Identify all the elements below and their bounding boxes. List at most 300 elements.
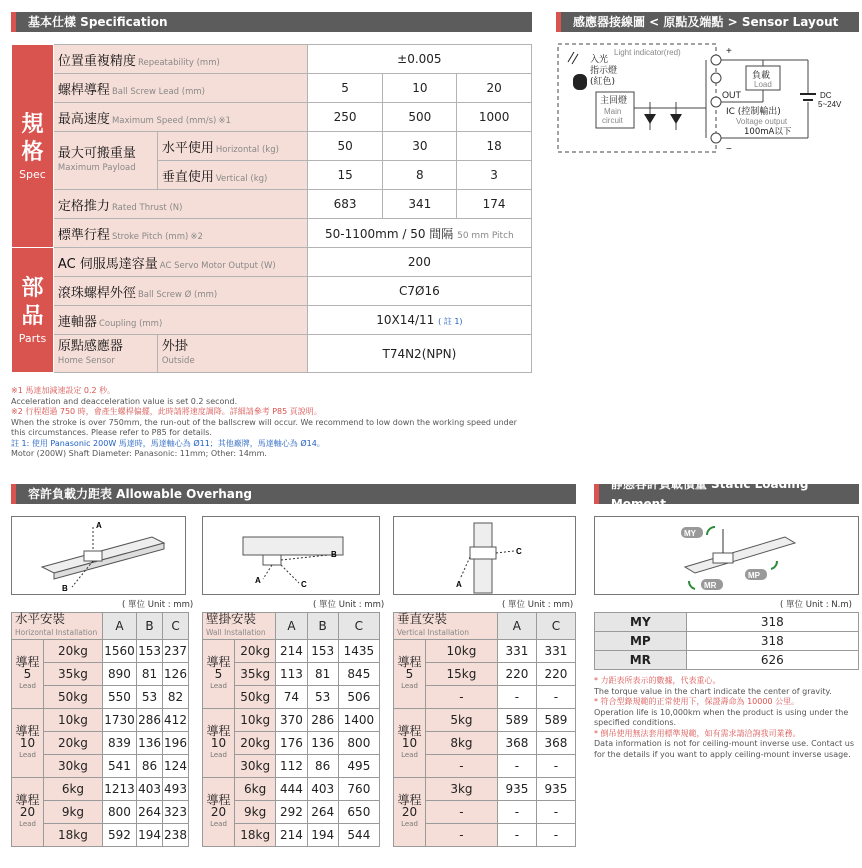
value-cell: - <box>497 686 536 709</box>
overhang-header-row <box>394 613 576 640</box>
ic-label: IC (控制輸出) <box>726 107 781 117</box>
spec-category <box>12 45 54 248</box>
moment-row <box>595 632 859 651</box>
note-line: Operation life is 10,000km when the product is using under the specified conditions. <box>594 707 849 727</box>
unit-label: ( 單位 Unit : mm) <box>313 600 385 610</box>
note-line: Data information is not for ceiling-mount inverse use. Contact us for the details if you want to apply ceiling-mount inverse usage. <box>594 739 855 759</box>
overhang-header-row <box>12 613 189 640</box>
lead-zh: 導程 <box>15 724 40 738</box>
payload-v-value: 3 <box>457 161 532 190</box>
lead-group-label <box>394 640 426 709</box>
parts-category-char: 品 <box>21 304 44 329</box>
moment-value: 626 <box>686 651 858 670</box>
label-zh: 連軸器 <box>57 314 97 330</box>
load-en: Load <box>754 80 772 89</box>
out-label: OUT <box>722 90 741 100</box>
value-cell: 1560 <box>102 640 136 663</box>
thrust-label <box>53 190 307 219</box>
value-cell: 403 <box>137 778 163 801</box>
note-line: * 力距表所表示的數據，代表重心。 <box>594 676 721 685</box>
lead-no: 10 <box>401 736 418 750</box>
lead-no: 20 <box>210 805 227 819</box>
slider-block <box>84 551 102 561</box>
label-en: Home Sensor <box>57 355 115 366</box>
dim-a-label: A <box>255 576 261 585</box>
voltage-range-label: 5~24V <box>818 100 842 109</box>
lead-zh: 導程 <box>397 724 422 738</box>
payload-vertical-label <box>157 161 307 190</box>
value-cell: 935 <box>536 778 575 801</box>
main-circuit-en: Main <box>604 107 622 116</box>
lead-group-label <box>394 709 426 778</box>
spec-section-header <box>11 12 532 32</box>
lead-zh: 導程 <box>397 793 422 807</box>
payload-horizontal-label <box>157 132 307 161</box>
load-cell: - <box>426 686 498 709</box>
column-header: A <box>276 613 307 640</box>
horizontal-diagram-svg <box>12 517 187 596</box>
load-cell: - <box>426 824 498 847</box>
lead-no: 10 <box>19 736 36 750</box>
column-header: A <box>497 613 536 640</box>
table-row <box>203 778 380 801</box>
light-ray <box>568 52 578 64</box>
sensor-title: 感應器接線圖 < 原點及端點 > Sensor Layout <box>573 15 839 29</box>
current-label: 100mA以下 <box>744 127 792 137</box>
value-cell: 136 <box>137 732 163 755</box>
screw-value: C7Ø16 <box>307 277 531 306</box>
value-cell: 650 <box>338 801 379 824</box>
value-cell: 589 <box>497 709 536 732</box>
dim-line-b <box>281 555 328 560</box>
value-cell: 845 <box>338 663 379 686</box>
mount-zh: 垂直安裝 <box>397 611 448 626</box>
label-en: Horizontal (kg) <box>215 144 279 155</box>
value-cell: 544 <box>338 824 379 847</box>
moment-key: MY <box>595 613 687 632</box>
spec-category-char: 規 <box>21 112 44 137</box>
note-mark: ※1 <box>218 115 231 126</box>
coupling-note: ( 註 1) <box>438 317 463 326</box>
lead-en: Lead <box>401 751 418 759</box>
value-cell: 592 <box>102 824 136 847</box>
value-cell: 196 <box>163 732 189 755</box>
value-cell: - <box>497 755 536 778</box>
value-cell: 264 <box>137 801 163 824</box>
load-cell: 9kg <box>44 801 103 824</box>
dim-c-label: C <box>301 580 307 589</box>
rotation-arrow <box>689 581 695 589</box>
sensor-wiring-svg <box>556 40 859 156</box>
lead-en: Lead <box>401 682 418 690</box>
value-cell: 292 <box>276 801 307 824</box>
value-cell: 126 <box>163 663 189 686</box>
load-cell: 18kg <box>44 824 103 847</box>
actuator-body <box>243 537 343 555</box>
label-en: Ball Screw Lead (mm) <box>111 86 205 97</box>
value-cell: 1213 <box>102 778 136 801</box>
value-cell: 1400 <box>338 709 379 732</box>
mount-zh: 水平安裝 <box>15 611 66 626</box>
moment-diagram-svg <box>595 517 860 596</box>
value-cell: 331 <box>536 640 575 663</box>
label-en: Maximum Speed (mm/s) <box>111 115 217 126</box>
dim-c-label: C <box>516 547 522 556</box>
load-cell: 10kg <box>426 640 498 663</box>
table-row <box>12 640 189 663</box>
coupling-value-text: 10X14/11 <box>376 313 435 327</box>
dim-b-label: B <box>62 584 68 593</box>
value-cell: 86 <box>137 755 163 778</box>
note-line: * 符合型錄規範的正常使用下，保證壽命為 10000 公里。 <box>594 697 800 706</box>
mount-zh: 壁掛安裝 <box>206 611 257 626</box>
table-row <box>203 640 380 663</box>
lead-label <box>53 74 307 103</box>
coupling-label <box>53 306 307 335</box>
sensor-body-outline <box>558 44 716 152</box>
lead-en: Lead <box>210 751 227 759</box>
stroke-value-zh: 50-1100mm / 50 間隔 <box>325 226 454 241</box>
unit-label: ( 單位 Unit : mm) <box>122 600 194 610</box>
overhang-header-row <box>203 613 380 640</box>
moment-row <box>595 613 859 632</box>
lead-en: Lead <box>19 751 36 759</box>
lead-no: 20 <box>19 805 36 819</box>
label-zh: 螺桿導程 <box>57 82 110 98</box>
stroke-label <box>53 219 307 248</box>
value-cell: 220 <box>497 663 536 686</box>
coupling-value <box>307 306 531 335</box>
value-cell: 368 <box>497 732 536 755</box>
note-line: Acceleration and deacceleration value is set 0.2 second. <box>11 396 238 406</box>
column-header: C <box>338 613 379 640</box>
overhang-title: 容許負載力距表 Allowable Overhang <box>28 487 252 501</box>
plus-label: + <box>726 46 732 57</box>
value-cell: 153 <box>307 640 338 663</box>
lead-no: 5 <box>23 667 32 681</box>
spec-notes <box>11 386 531 460</box>
value-cell: 136 <box>307 732 338 755</box>
load-cell: 20kg <box>235 732 276 755</box>
value-cell: 86 <box>307 755 338 778</box>
mount-en: Horizontal Installation <box>15 628 98 637</box>
lead-group-label <box>12 778 44 847</box>
moment-row <box>595 651 859 670</box>
lead-value: 10 <box>383 74 457 103</box>
value-cell: 113 <box>276 663 307 686</box>
table-row <box>394 640 576 663</box>
diode-symbol <box>644 114 656 124</box>
note-line: 註 1: 使用 Panasonic 200W 馬達時，馬達軸心為 Ø11；其他廠牌，馬達軸心為 Ø14。 <box>11 438 325 448</box>
column-header: B <box>137 613 163 640</box>
value-cell: 214 <box>276 640 307 663</box>
dim-line-a <box>263 565 272 579</box>
thrust-value: 683 <box>307 190 383 219</box>
actuator-body <box>685 537 795 573</box>
load-cell: 18kg <box>235 824 276 847</box>
lead-zh: 導程 <box>206 793 231 807</box>
label-zh: AC 伺服馬達容量 <box>57 256 158 272</box>
payload-h-value: 30 <box>383 132 457 161</box>
load-cell: 50kg <box>44 686 103 709</box>
moment-value: 318 <box>686 613 858 632</box>
load-cell: 50kg <box>235 686 276 709</box>
lead-no: 20 <box>401 805 418 819</box>
main-circuit-en: circuit <box>602 116 623 125</box>
lead-en: Lead <box>19 820 36 828</box>
moment-diagram <box>594 516 859 595</box>
label-en: Vertical (kg) <box>215 173 268 184</box>
header-accent <box>11 12 16 32</box>
lead-en: Lead <box>401 820 418 828</box>
note-mark: ※2 <box>190 231 203 242</box>
label-zh: 原點感應器 <box>57 338 123 354</box>
label-zh: 垂直使用 <box>161 169 214 185</box>
value-cell: 214 <box>276 824 307 847</box>
load-cell: 20kg <box>44 732 103 755</box>
dim-line-c <box>281 565 299 583</box>
lead-zh: 導程 <box>15 655 40 669</box>
load-cell: 15kg <box>426 663 498 686</box>
speed-value: 250 <box>307 103 383 132</box>
moment-title: 靜態容許負載慣量 Static Loading Moment <box>610 477 809 511</box>
value-cell: 264 <box>307 801 338 824</box>
parts-category-char: 部 <box>21 276 44 301</box>
load-cell: 6kg <box>235 778 276 801</box>
lead-zh: 導程 <box>15 793 40 807</box>
table-row <box>12 709 189 732</box>
voltage-output-label: Voltage output <box>736 117 788 126</box>
lead-group-label <box>394 778 426 847</box>
note-line: ※2 行程超過 750 時，會產生螺桿偏擺，此時請將速度調降。詳細請參考 P85 頁說明。 <box>11 407 322 416</box>
moment-unit-label: ( 單位 Unit : N.m) <box>780 600 852 610</box>
screw-label <box>53 277 307 306</box>
vertical-diagram-svg <box>394 517 577 596</box>
label-zh: 標準行程 <box>57 227 110 243</box>
value-cell: 370 <box>276 709 307 732</box>
value-cell: - <box>536 755 575 778</box>
lead-group-label <box>203 640 235 709</box>
mount-type-header <box>12 613 103 640</box>
label-zh: 最大可搬重量 <box>57 145 136 161</box>
slider-block <box>263 555 281 565</box>
value-cell: 53 <box>307 686 338 709</box>
header-accent <box>594 484 599 504</box>
rotation-arrow <box>771 561 777 569</box>
diode-symbol <box>670 114 682 124</box>
table-row <box>203 709 380 732</box>
column-header: B <box>307 613 338 640</box>
label-zh: 滾珠螺桿外徑 <box>57 285 136 301</box>
stroke-value-en: 50 mm Pitch <box>457 230 514 241</box>
payload-h-value: 18 <box>457 132 532 161</box>
label-zh: 水平使用 <box>161 140 214 156</box>
header-accent <box>556 12 561 32</box>
main-circuit-zh: 主回燈 <box>600 96 628 106</box>
load-cell: 6kg <box>44 778 103 801</box>
value-cell: 493 <box>163 778 189 801</box>
note-line: When the stroke is over 750mm, the run-out of the ballscrew will occur. We recommend to low down the working speed under <box>11 417 517 427</box>
horizontal-overhang-diagram <box>11 516 186 595</box>
value-cell: 444 <box>276 778 307 801</box>
dim-a-label: A <box>456 580 462 589</box>
value-cell: 800 <box>102 801 136 824</box>
terminal-light <box>711 73 721 83</box>
value-cell: 124 <box>163 755 189 778</box>
load-cell: 35kg <box>44 663 103 686</box>
value-cell: 760 <box>338 778 379 801</box>
rotation-arrow <box>707 527 715 535</box>
label-en: Coupling (mm) <box>98 318 163 329</box>
payload-label <box>53 132 157 190</box>
note-line: this circumstances. Please refer to P85 for details. <box>11 428 212 437</box>
table-row <box>12 778 189 801</box>
lead-value: 5 <box>307 74 383 103</box>
label-en: Rated Thrust (N) <box>111 202 183 213</box>
lead-no: 5 <box>405 667 414 681</box>
label-zh: 位置重複精度 <box>57 53 136 69</box>
spec-category-char: 格 <box>21 140 44 165</box>
lead-en: Lead <box>210 820 227 828</box>
light-zh-label: (紅色) <box>590 77 616 87</box>
payload-v-value: 8 <box>383 161 457 190</box>
motor-label <box>53 248 307 277</box>
wall-overhang-table <box>202 612 380 847</box>
load-cell: 10kg <box>235 709 276 732</box>
load-cell: 9kg <box>235 801 276 824</box>
load-cell: 3kg <box>426 778 498 801</box>
value-cell: 286 <box>137 709 163 732</box>
mount-type-header <box>203 613 276 640</box>
spec-title: 基本仕樣 Specification <box>28 15 168 29</box>
motor-value: 200 <box>307 248 531 277</box>
wall-diagram-svg <box>203 517 381 596</box>
lead-group-label <box>203 709 235 778</box>
spec-category-en: Spec <box>19 168 46 181</box>
speed-value: 500 <box>383 103 457 132</box>
load-cell: 20kg <box>44 640 103 663</box>
parts-category <box>12 248 54 373</box>
load-cell: 5kg <box>426 709 498 732</box>
value-cell: 220 <box>536 663 575 686</box>
light-indicator-led <box>573 74 587 90</box>
load-cell: 20kg <box>235 640 276 663</box>
value-cell: - <box>536 801 575 824</box>
value-cell: 53 <box>137 686 163 709</box>
mount-en: Wall Installation <box>206 628 266 637</box>
value-cell: 286 <box>307 709 338 732</box>
value-cell: 81 <box>137 663 163 686</box>
speed-label <box>53 103 307 132</box>
column-header: C <box>536 613 575 640</box>
moment-section-header <box>594 477 859 511</box>
load-zh: 負載 <box>752 71 771 81</box>
load-cell: - <box>426 801 498 824</box>
value-cell: 412 <box>163 709 189 732</box>
stroke-value <box>307 219 531 248</box>
home-sensor-sub-label <box>157 335 307 373</box>
table-row <box>394 778 576 801</box>
overhang-section-header <box>11 484 576 504</box>
mr-badge-label: MR <box>704 581 717 590</box>
terminal-plus <box>711 55 721 65</box>
sensor-wiring-diagram <box>556 40 859 156</box>
value-cell: 506 <box>338 686 379 709</box>
value-cell: 403 <box>307 778 338 801</box>
value-cell: 495 <box>338 755 379 778</box>
lead-group-label <box>12 709 44 778</box>
moment-notes <box>594 676 858 760</box>
load-cell: 35kg <box>235 663 276 686</box>
label-zh: 外掛 <box>161 338 188 354</box>
table-row <box>394 709 576 732</box>
mount-type-header <box>394 613 498 640</box>
light-zh-label: 入光 <box>590 55 609 65</box>
label-en: Ball Screw Ø (mm) <box>137 289 218 300</box>
value-cell: 839 <box>102 732 136 755</box>
moment-value: 318 <box>686 632 858 651</box>
column-header: A <box>102 613 136 640</box>
lead-no: 10 <box>210 736 227 750</box>
load-cell: 30kg <box>235 755 276 778</box>
label-zh: 最高速度 <box>57 111 110 127</box>
header-accent <box>11 484 16 504</box>
mount-en: Vertical Installation <box>397 628 469 637</box>
actuator-body <box>42 537 164 573</box>
value-cell: 194 <box>137 824 163 847</box>
value-cell: 1730 <box>102 709 136 732</box>
column-header: C <box>163 613 189 640</box>
unit-label: ( 單位 Unit : mm) <box>502 600 574 610</box>
light-zh-label: 指示燈 <box>590 66 618 76</box>
lead-zh: 導程 <box>206 655 231 669</box>
lead-en: Lead <box>210 682 227 690</box>
lead-no: 5 <box>214 667 223 681</box>
value-cell: 81 <box>307 663 338 686</box>
value-cell: 541 <box>102 755 136 778</box>
mp-badge-label: MP <box>748 571 760 580</box>
dc-label: DC <box>820 91 832 100</box>
value-cell: 153 <box>137 640 163 663</box>
load-cell: 10kg <box>44 709 103 732</box>
value-cell: - <box>497 824 536 847</box>
dim-line-c <box>496 551 514 553</box>
load-cell: - <box>426 755 498 778</box>
value-cell: - <box>536 824 575 847</box>
moment-key: MP <box>595 632 687 651</box>
payload-h-value: 50 <box>307 132 383 161</box>
value-cell: 935 <box>497 778 536 801</box>
lead-value: 20 <box>457 74 532 103</box>
value-cell: 112 <box>276 755 307 778</box>
home-sensor-value: T74N2(NPN) <box>307 335 531 373</box>
value-cell: 74 <box>276 686 307 709</box>
value-cell: 800 <box>338 732 379 755</box>
light-indicator-label: Light indicator(red) <box>614 48 681 57</box>
home-sensor-label <box>53 335 157 373</box>
dim-b-label: B <box>331 550 337 559</box>
slider-block <box>713 553 733 563</box>
value-cell: 176 <box>276 732 307 755</box>
value-cell: 589 <box>536 709 575 732</box>
value-cell: 323 <box>163 801 189 824</box>
slider-block <box>470 547 496 559</box>
label-en: Maximum Payload <box>57 162 136 173</box>
repeatability-value: ±0.005 <box>307 45 531 74</box>
load-cell: 30kg <box>44 755 103 778</box>
vertical-overhang-table <box>393 612 576 847</box>
value-cell: 550 <box>102 686 136 709</box>
